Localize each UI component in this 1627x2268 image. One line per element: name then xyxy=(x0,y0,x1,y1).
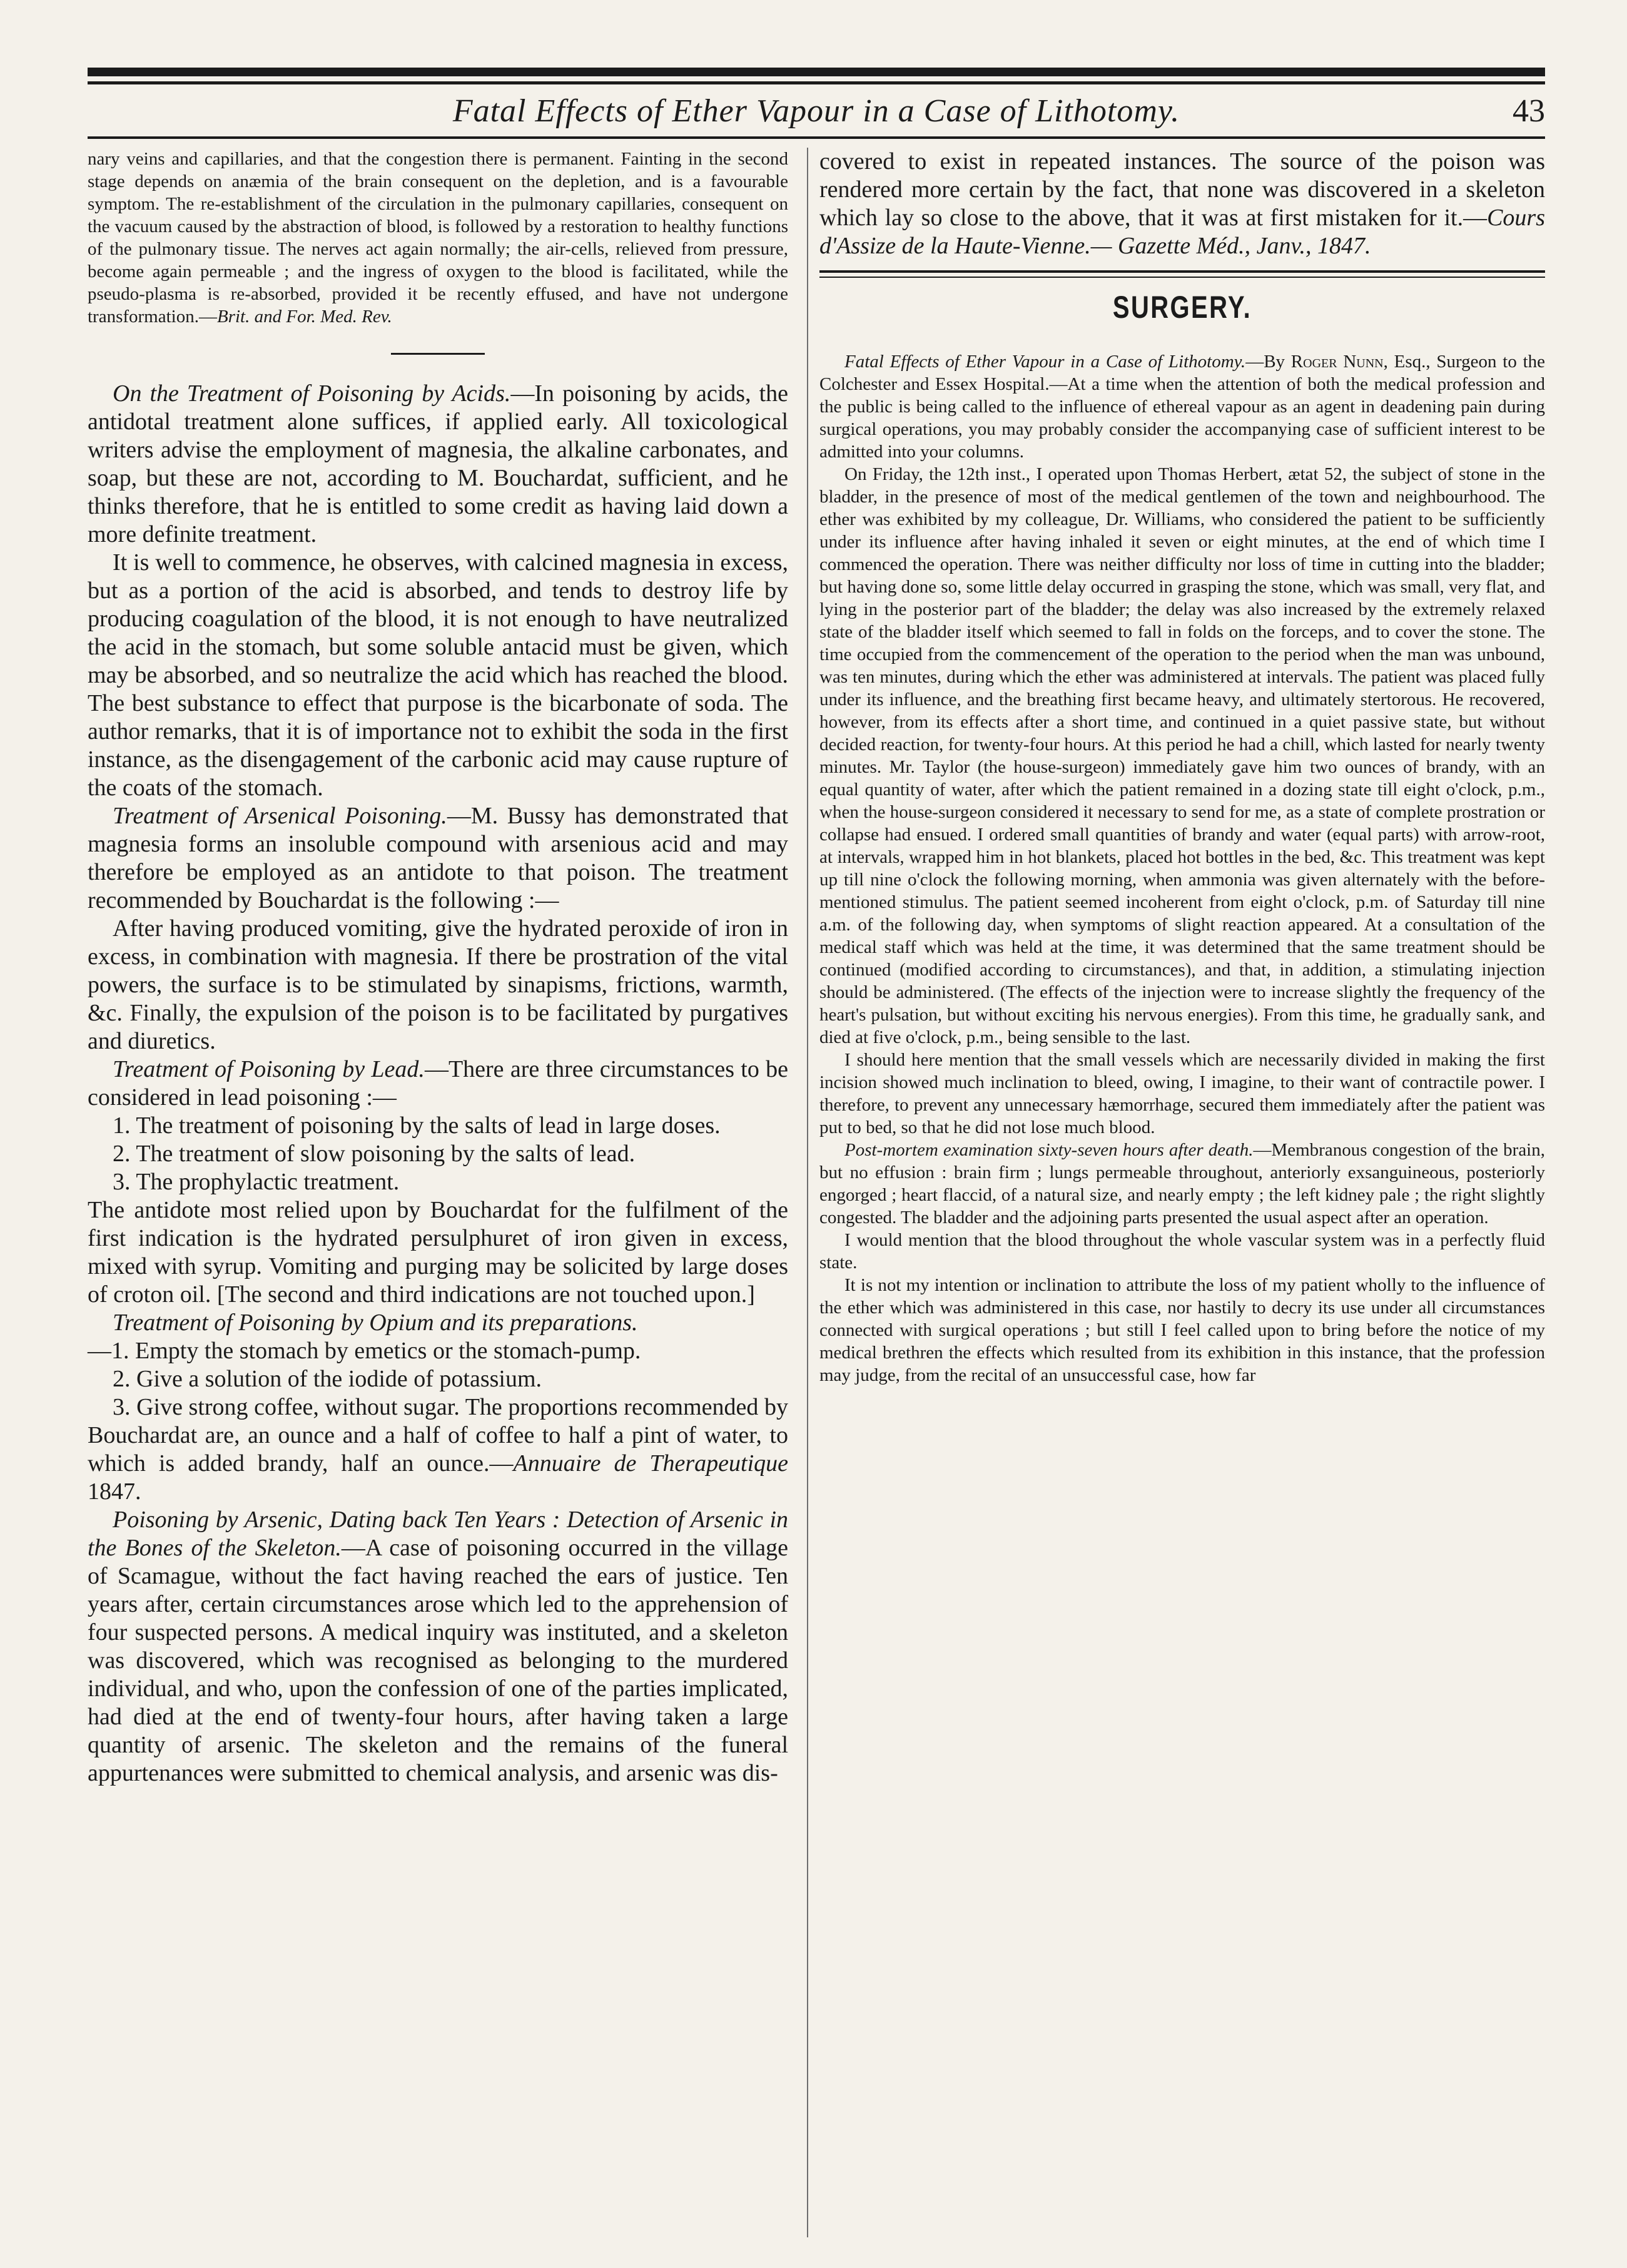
blood-paragraph: I would mention that the blood throughout the whole vascular system was in a perfectly fluid state. xyxy=(819,1230,1545,1273)
lead-item-1: 1. The treatment of poisoning by the salts of lead in large doses. xyxy=(113,1112,721,1139)
arsenic-ten-years-body: —A case of poisoning occurred in the village of Scamague, without the fact having reached the ears of justice. Ten years after, certain circumstances arose which led to the apprehension of four suspected persons. A medical inquiry was instituted, and a skeleton was discovered, which was recognised as belonging to the murdered individual, and who, upon the confession of one of the parties implicated, had died at the end of twenty-four hours, after having taken a large quantity of arsenic. The skeleton and the remains of the funeral appurtenances were submitted to chemical analysis, and arsenic was dis- xyxy=(88,1535,788,1786)
section-double-rule-thick xyxy=(819,270,1545,273)
arsenic-paragraph xyxy=(88,802,788,915)
acids-body: —In poisoning by acids, the antidotal treatment alone suffices, if applied early. All toxicological writers advise the employment of magnesia, the alkaline carbonates, and soap, but these are not, according to M. Bouchardat, sufficient, and he thinks therefore, that he is entitled to some credit as having laid down a more definite treatment. xyxy=(88,380,788,547)
closing-paragraph: It is not my intention or inclination to attribute the loss of my patient wholly to the influence of the ether which was administered in this case, nor hastily to decry its use under all circumstances connected with surgical operations ; but still I feel called upon to bring before the notice of my medical brethren the effects which resulted from its exhibition in this instance, that the profession may judge, from the recital of an unsuccessful case, how far xyxy=(819,1275,1545,1385)
opium-title: Treatment of Poisoning by Opium and its preparations. xyxy=(113,1309,638,1336)
postmortem-title: Post-mortem examination sixty-seven hours after death. xyxy=(844,1140,1254,1160)
column-divider xyxy=(807,148,808,2237)
postmortem-paragraph: Post-mortem examination sixty-seven hours after death.—Membranous congestion of the brain, but no effusion : brain firm ; lungs permeable throughout, anteriorly exsanguineous, posteriorly engorged ; heart flaccid, of a natural size, and nearly empty ; the left kidney pale ; the right slightly congested. The bladder and the adjoining parts presented the usual aspect after an operation. xyxy=(819,1140,1545,1228)
left-column xyxy=(88,148,788,1787)
acids-title: On the Treatment of Poisoning by Acids. xyxy=(113,380,511,407)
opium-source: Annuaire de Therapeutique xyxy=(513,1450,788,1477)
arsenic-title: Treatment of Arsenical Poisoning. xyxy=(113,803,447,829)
author-name: Roger Nunn xyxy=(1290,352,1384,372)
running-title: Fatal Effects of Ether Vapour in a Case of Lithotomy. xyxy=(452,93,1180,129)
lead-title: Treatment of Poisoning by Lead. xyxy=(113,1056,425,1082)
running-header xyxy=(88,89,1545,133)
arsenic-ten-years-paragraph xyxy=(88,1506,788,1787)
arsenic-ten-years-title: Poisoning by Arsenic, Dating back Ten Years : Detection of Arsenic in the Bones of the Skeleton. xyxy=(88,1507,788,1561)
continued-source: Cours d'Assize de la Haute-Vienne.— Gazette Méd., Janv., 1847. xyxy=(819,205,1545,259)
opium-item-3: 3. Give strong coffee, without sugar. The proportions recommended by Bouchardat are, an ounce and a half of coffee to half a pint of water, to which is added brandy, half an ounce.—Annuaire de Therapeutique 1847. xyxy=(88,1394,788,1505)
continuation-text: nary veins and capillaries, and that the congestion there is permanent. Fainting in the second stage depends on anæmia of the brain consequent on the depletion, and is a favourable symptom. The re-establishment of the circulation in the pulmonary capillaries, consequent on the vacuum caused by the abstraction of blood, is followed by a restoration to healthy functions of the pulmonary tissue. The nerves act again normally; the air-cells, relieved from pressure, become again permeable ; and the ingress of oxygen to the blood is facilitated, while the pseudo-plasma is re-absorbed, provided it be recently effused, and have not undergone transformation.— xyxy=(88,149,788,327)
lead-paragraph xyxy=(88,1055,788,1112)
continued-arsenic-paragraph: covered to exist in repeated instances. The source of the poison was rendered more certain by the fact, that none was discovered in a skeleton which lay so close to the above, that it was at first mistaken for it.—Cours d'Assize de la Haute-Vienne.— Gazette Méd., Janv., 1847. xyxy=(819,148,1545,259)
acids-paragraph xyxy=(88,380,788,549)
section-heading: SURGERY. xyxy=(1112,290,1252,325)
lead-paragraph-2: The antidote most relied upon by Bouchardat for the fulfilment of the first indication is the hydrated persulphuret of iron given in excess, mixed with syrup. Vomiting and purging may be solicited by large doses of croton oil. [The second and third indications are not touched upon.] xyxy=(88,1197,788,1308)
right-column xyxy=(819,148,1545,1386)
vessels-paragraph: I should here mention that the small vessels which are necessarily divided in making the first incision showed much inclination to bleed, owing, I imagine, to their want of contractile power. I therefore, to prevent any unnecessary hæmorrhage, secured them immediately after the patient was put to bed, so that he did not lose much blood. xyxy=(819,1050,1545,1137)
opium-item-2: 2. Give a solution of the iodide of potassium. xyxy=(113,1366,542,1392)
article-title: Fatal Effects of Ether Vapour in a Case of Lithotomy. xyxy=(844,352,1246,372)
acids-paragraph-2: It is well to commence, he observes, with calcined magnesia in excess, but as a portion of the acid is absorbed, and tends to destroy life by producing coagulation of the blood, it is not enough to have neutralized the acid in the stomach, but some soluble antacid must be given, which may be absorbed, and so neutralize the acid which has reached the blood. The best substance to effect that purpose is the bicarbonate of soda. The author remarks, that it is of importance not to exhibit the soda in the first instance, as the disengagement of the carbonic acid may cause rupture of the coats of the stomach. xyxy=(88,549,788,801)
header-rule xyxy=(88,136,1545,139)
section-double-rule-thin xyxy=(819,277,1545,278)
lead-body: —There are three circumstances to be considered in lead poisoning :— xyxy=(88,1056,789,1111)
arsenic-body: —M. Bussy has demonstrated that magnesia forms an insoluble compound with arsenious acid and may therefore be employed as an antidote to that poison. The treatment recommended by Bouchardat is the following :— xyxy=(88,803,789,913)
lead-item-3: 3. The prophylactic treatment. xyxy=(113,1169,400,1195)
section-separator xyxy=(391,353,485,355)
continuation-paragraph xyxy=(88,148,788,328)
continuation-source: Brit. and For. Med. Rev. xyxy=(216,307,392,327)
page-number: 43 xyxy=(1513,93,1545,129)
top-thin-rule xyxy=(88,81,1545,84)
arsenic-paragraph-2: After having produced vomiting, give the hydrated peroxide of iron in excess, in combination with magnesia. If there be prostration of the vital powers, the surface is to be stimulated by sinapisms, frictions, warmth, &c. Finally, the expulsion of the poison is to be facilitated by purgatives and diuretics. xyxy=(88,915,788,1054)
article-intro: Fatal Effects of Ether Vapour in a Case of Lithotomy.—By Roger Nunn, Esq., Surgeon to the Colchester and Essex Hospital.—At a time when the attention of both the medical profession and the public is being called to the influence of ethereal vapour as an agent in deadening pain during surgical operations, you may probably consider the accompanying case of sufficient interest to be admitted into your columns. xyxy=(819,352,1546,462)
case-report: On Friday, the 12th inst., I operated upon Thomas Herbert, ætat 52, the subject of stone in the bladder, in the presence of most of the medical gentlemen of the town and neighbourhood. The ether was exhibited by my colleague, Dr. Williams, who considered the patient to be sufficiently under its influence after having inhaled it seven or eight minutes, at the end of which time I commenced the operation. There was neither difficulty nor loss of time in cutting into the bladder; but having done so, some little delay occurred in grasping the stone, which was small, very flat, and lying in the posterior part of the bladder; the delay was also increased by the extremely relaxed state of the bladder itself which seemed to fall in folds on the forceps, and to cover the stone. The time occupied from the commencement of the operation to the period when the man was unbound, was ten minutes, during which the ether was administered at intervals. The patient was placed fully under its influence, and the breathing first became heavy, and ultimately stertorous. He recovered, however, from its effects after a short time, and continued in a quiet passive state, but without decided reaction, for twenty-four hours. At this period he had a chill, which lasted for nearly twenty minutes. Mr. Taylor (the house-surgeon) immediately gave him two ounces of brandy, with an equal quantity of water, after which the patient remained in a dozing state till eight o'clock, p.m., when the house-surgeon considered it necessary to send for me, as a state of complete prostration or collapse had ensued. I ordered small quantities of brandy and water (equal parts) with arrow-root, at intervals, wrapped him in hot blankets, placed hot bottles in the bed, &c. This treatment was kept up till nine o'clock the following morning, when ammonia was given alternately with the before-mentioned stimulus. The patient seemed incoherent from eight o'clock, p.m. of Saturday till nine a.m. of the following day, when symptoms of slight reaction appeared. At a consultation of the medical staff which was held at the time, it was determined that the same treatment should be continued (modified according to circumstances), and that, in addition, a stimulating injection should be administered. (The effects of the injection were to increase slightly the frequency of the heart's pulsation, but without exciting his nervous energies). From this time, he gradually sank, and died at five o'clock, p.m., being sensible to the last. xyxy=(819,464,1545,1047)
opium-item-1: —1. Empty the stomach by emetics or the stomach-pump. xyxy=(88,1338,641,1364)
lead-item-2: 2. The treatment of slow poisoning by the salts of lead. xyxy=(113,1141,636,1167)
top-thick-rule xyxy=(88,68,1545,76)
